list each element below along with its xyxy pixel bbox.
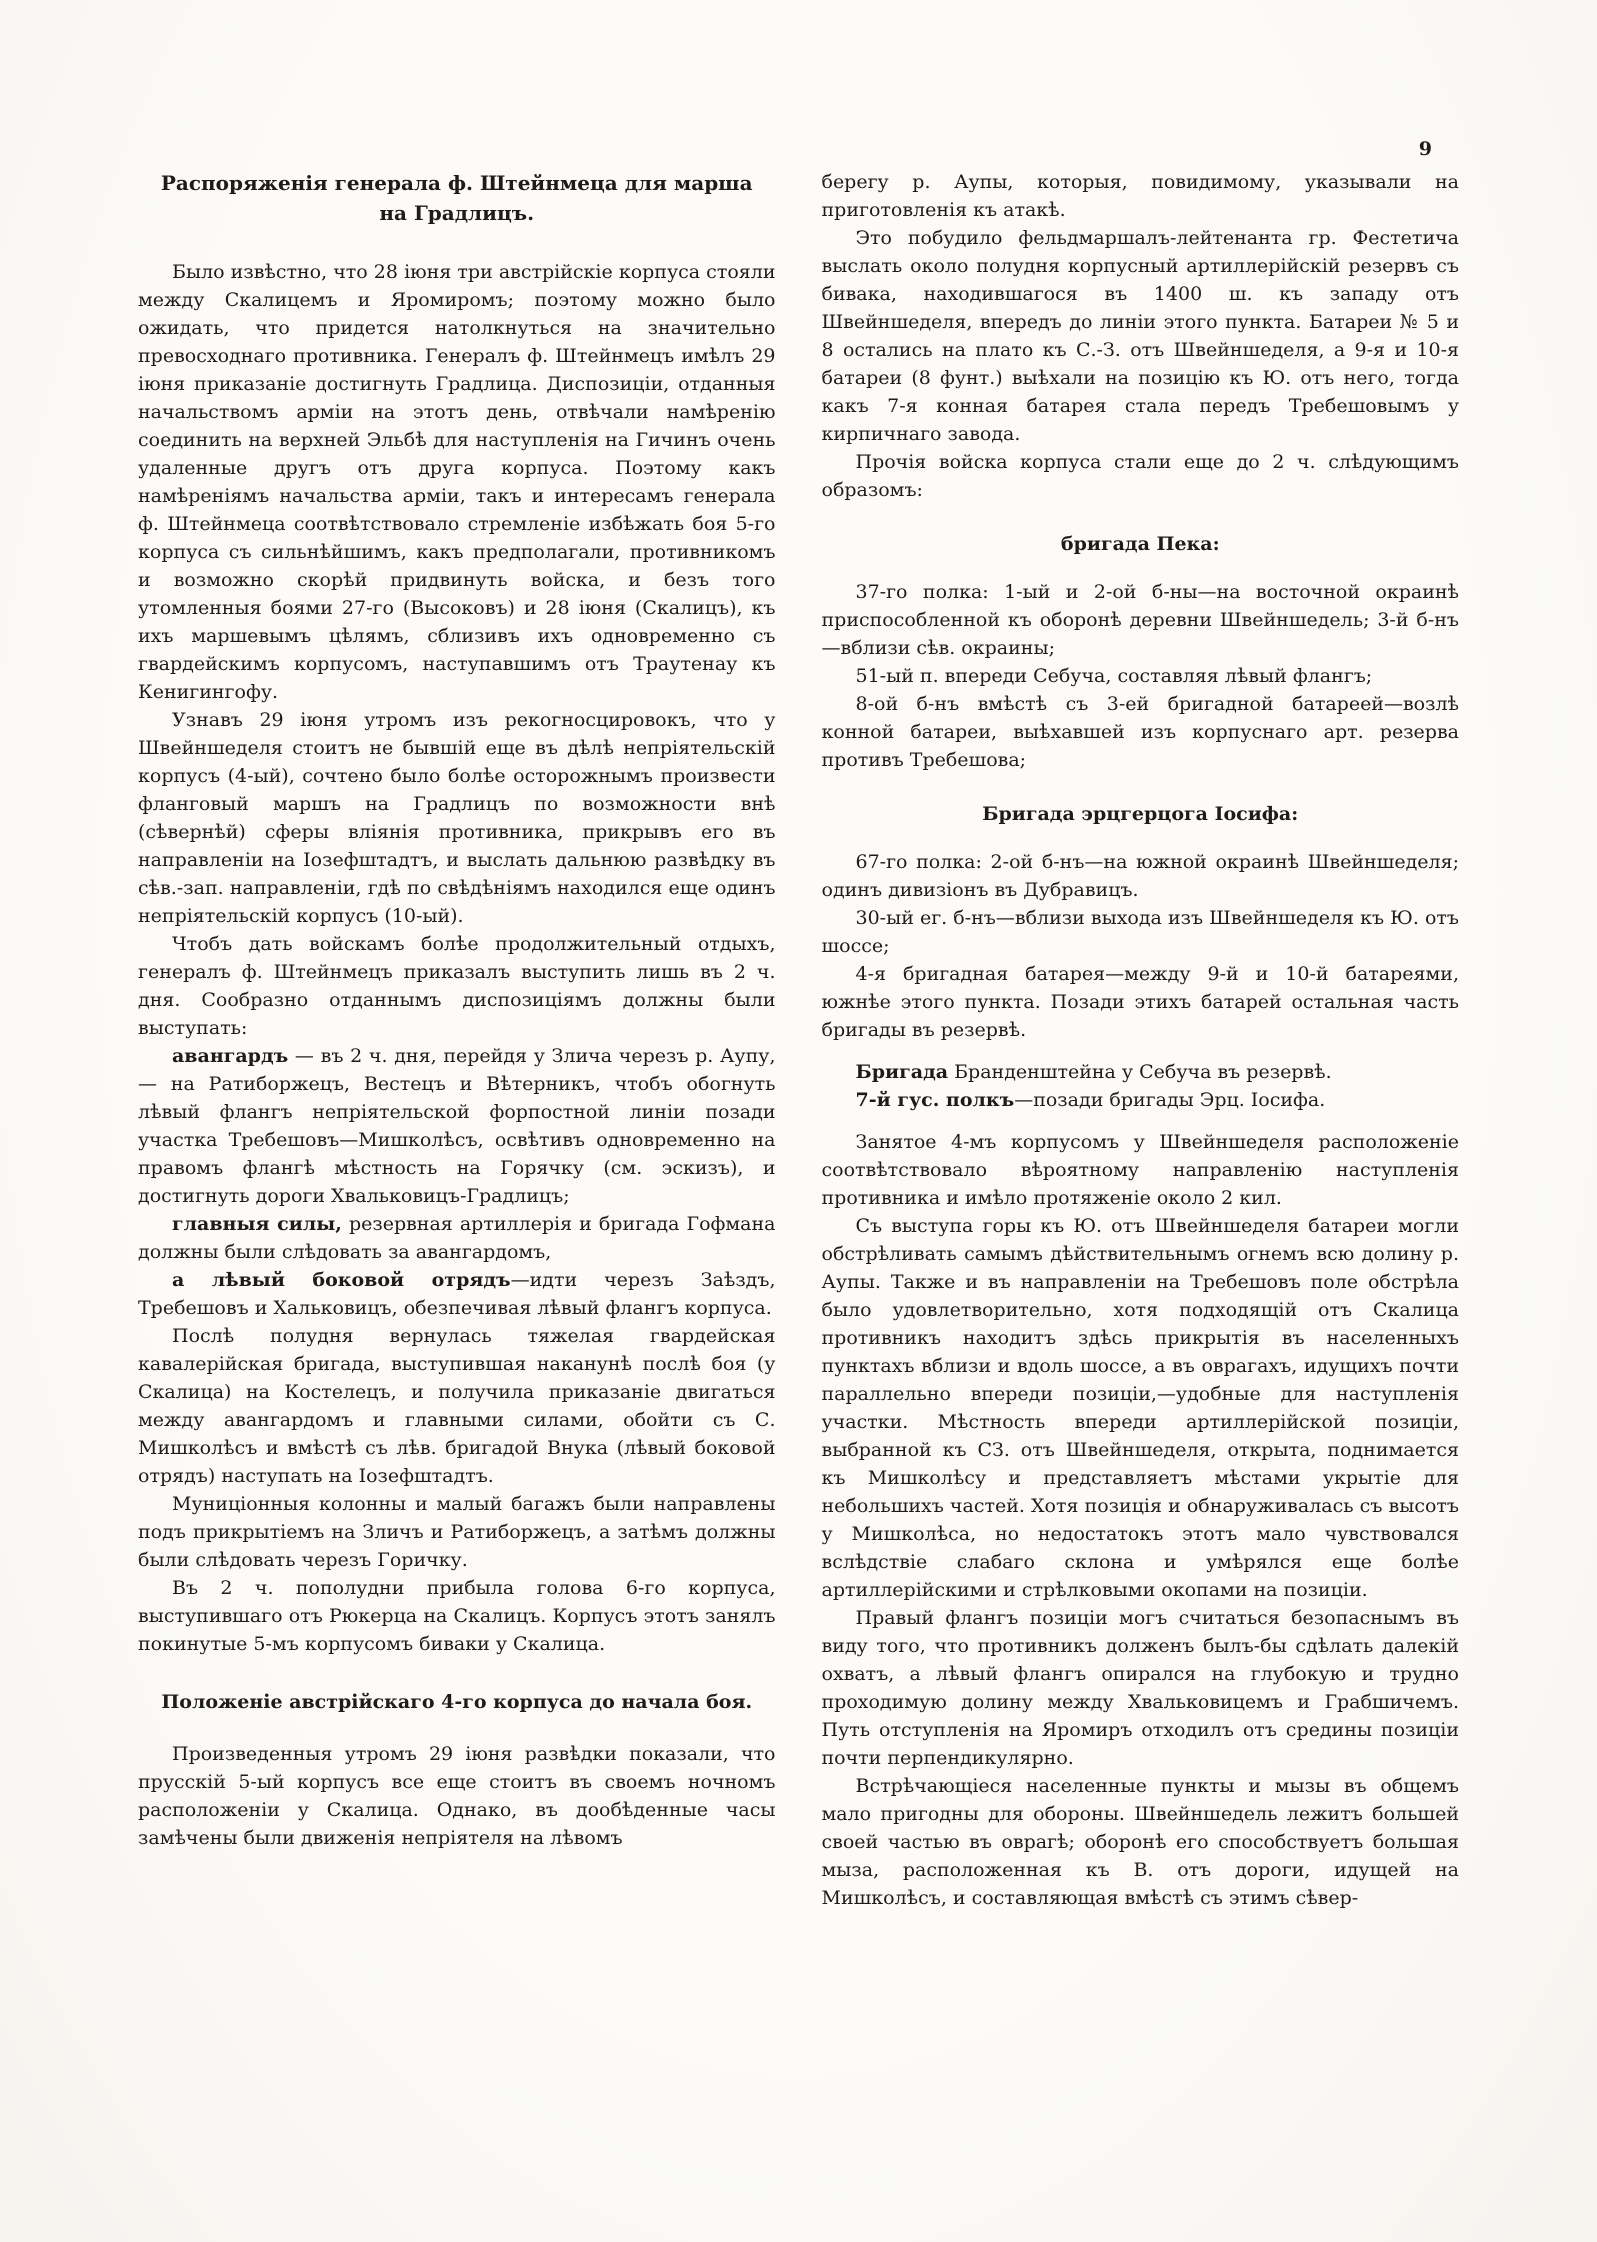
paragraph-battery-4: 4-я бригадная батарея—между 9-й и 10-й батареями, южнѣе этого пункта. Позади этихъ батарей остальная часть бригады въ резервѣ. [821, 963, 1459, 1041]
paragraph-brandenstein-text: Бранденштейна у Себуча въ резервѣ. [948, 1061, 1332, 1083]
paragraph-recon: Узнавъ 29 іюня утромъ изъ рекогносцировокъ, что у Швейншеделя стоитъ не бывшій еще въ дѣлѣ непріятельскій корпусъ (4-ый), сочтено было болѣе осторожнымъ произвести фланговый маршъ на Градлицъ по возможности внѣ (сѣвернѣй) сферы вліянія противника, прикрывъ его въ направленіи на Іозефштадтъ, и выслать дальнюю развѣдку въ сѣв.-зап. направленіи, гдѣ по свѣдѣніямъ находился еще одинъ непріятельскій корпусъ (10-ый). [138, 709, 776, 927]
page-number: 9 [1418, 138, 1432, 160]
section-heading-march-orders: Распоряженія генерала ф. Штейнмеца для марша на Градлицъ. [160, 171, 753, 225]
paragraph-disposition: Занятое 4-мъ корпусомъ у Швейншеделя расположеніе соотвѣтствовало вѣроятному направленію наступленія противника и имѣло протяженіе около 2 кил. [821, 1131, 1459, 1209]
bold-lead-left-detachment: а лѣвый боковой отрядъ [172, 1269, 511, 1291]
paragraph-hussars [822, 1086, 1460, 1114]
paragraph-main-forces-text: резервная артиллерія и бригада Гофмана должны были слѣдовать за авангардомъ, [138, 1213, 776, 1263]
paragraph-left-detachment [138, 1266, 776, 1322]
paragraph-regiment-37: 37-го полка: 1-ый и 2-ой б-ны—на восточной окраинѣ приспособленной къ оборонѣ деревни Швейншедель; 3-й б-нъ—вблизи сѣв. окраины; [821, 581, 1459, 659]
section-heading-austrian-position: Положеніе австрійскаго 4-го корпуса до начала боя. [161, 1691, 753, 1713]
bold-lead-avantgarde: авангардъ [172, 1045, 289, 1067]
paragraph-festetich: Это побудило фельдмаршалъ-лейтенанта гр. Фестетича выслать около полудня корпусный артиллерійскій резервъ съ бивака, находившагося въ 1400 ш. къ западу отъ Швейншеделя, впередъ до линіи этого пункта. Батареи № 5 и 8 остались на плато къ С.-З. отъ Швейншеделя, а 9-я и 10-я батареи (8 фунт.) выѣхали на позицію къ Ю. отъ него, тогда какъ 7-я конная батарея стала передъ Требешовымъ у кирпичнаго завода. [821, 227, 1459, 445]
paragraph-regiment-67: 67-го полка: 2-ой б-нъ—на южной окраинѣ Швейншеделя; одинъ дивизіонъ въ Дубравицъ. [821, 851, 1459, 901]
paragraph-avantgarde-text: — въ 2 ч. дня, перейдя у Злича черезъ р. Аупу, — на Ратиборжецъ, Вестецъ и Вѣтерникъ, чтобъ обогнуть лѣвый флангъ непріятельской форпостной линіи позади участка Требешовъ—Мишколѣсъ, освѣтивъ одновременно на правомъ флангѣ мѣстность на Горячку (см. эскизъ), и достигнуть дороги Хвальковицъ-Градлицъ; [138, 1045, 776, 1207]
bold-lead-hussars: 7-й гус. полкъ [855, 1089, 1015, 1111]
paragraph-main-forces [138, 1210, 776, 1266]
paragraph-battalion-8: 8-ой б-нъ вмѣстѣ съ 3-ей бригадной батареей—возлѣ конной батареи, выѣхавшей изъ корпуснаго арт. резерва противъ Требешова; [821, 693, 1459, 771]
paragraph-left-detachment-text: —идти черезъ Заѣздъ, Требешовъ и Хальковицъ, обезпечивая лѣвый флангъ корпуса. [138, 1269, 776, 1319]
paragraph-rest-order: Чтобъ дать войскамъ болѣе продолжительный отдыхъ, генералъ ф. Штейнмецъ приказалъ выступить лишь въ 2 ч. дня. Сообразно отданнымъ диспозиціямъ должны были выступать: [138, 933, 776, 1039]
paragraph-other-troops: Прочія войска корпуса стали еще до 2 ч. слѣдующимъ образомъ: [821, 451, 1459, 501]
paragraph-jager-30: 30-ый ег. б-нъ—вблизи выхода изъ Швейншеделя къ Ю. отъ шоссе; [821, 907, 1459, 957]
paragraph-terrain: Съ выступа горы къ Ю. отъ Швейншеделя батареи могли обстрѣливать самымъ дѣйствительнымъ огнемъ всю долину р. Аупы. Также и въ направленіи на Требешовъ поле обстрѣла было удовлетворительно, хотя подходящій отъ Скалица противникъ находитъ здѣсь прикрытія въ населенныхъ пунктахъ вблизи и вдоль шоссе, а въ оврагахъ, идущихъ почти параллельно впереди позиціи,—удобные для наступленія участки. Мѣстность впереди артиллерійской позиціи, выбранной къ СЗ. отъ Швейншеделя, открыта, поднимается къ Мишколѣсу и представляетъ мѣстами укрытіе для небольшихъ частей. Хотя позиція и обнаруживалась съ высотъ у Мишколѣса, но недостатокъ этотъ мало чувствовался вслѣдствіе слабаго склона и умѣрялся еще болѣе артиллерійскими и стрѣлковыми окопами на позиціи. [821, 1215, 1459, 1601]
paragraph-villages: Встрѣчающіеся населенные пункты и мызы въ общемъ мало пригодны для обороны. Швейншедель лежитъ большей своей частью въ оврагѣ; оборонѣ его способствуетъ большая мыза, расположенная къ В. отъ дороги, идущей на Мишколѣсъ, и составляющая вмѣстѣ съ этимъ сѣвер- [821, 1775, 1459, 1909]
paragraph-afternoon: Послѣ полудня вернулась тяжелая гвардейская кавалерійская бригада, выступившая наканунѣ послѣ боя (у Скалица) на Костелецъ, и получила приказаніе двигаться между авангардомъ и главными силами, обойти съ С. Мишколѣсъ и вмѣстѣ съ лѣв. бригадой Внука (лѣвый боковой отрядъ) наступать на Іозефштадтъ. [138, 1325, 776, 1487]
bold-lead-main-forces: главныя силы, [172, 1213, 342, 1235]
subheading-brigade-pek: бригада Пека: [1060, 533, 1220, 555]
text-columns [138, 168, 1459, 1912]
paragraph-continuation: берегу р. Аупы, которыя, повидимому, указывали на приготовленія къ атакѣ. [821, 171, 1459, 221]
paragraph-two-oclock: Въ 2 ч. пополудни прибыла голова 6-го корпуса, выступившаго отъ Рюкерца на Скалицъ. Корпусъ этотъ занялъ покинутые 5-мъ корпусомъ биваки у Скалица. [138, 1577, 776, 1655]
paragraph-regiment-51: 51-ый п. впереди Себуча, составляя лѣвый флангъ; [855, 665, 1373, 687]
paragraph-intro: Было извѣстно, что 28 іюня три австрійскіе корпуса стояли между Скалицемъ и Яромиромъ; поэтому можно было ожидать, что придется натолкнуться на значительно превосходнаго противника. Генералъ ф. Штейнмецъ имѣлъ 29 іюня приказаніе достигнуть Градлица. Диспозиціи, отданныя начальствомъ арміи на этотъ день, отвѣчали намѣренію соединить на верхней Эльбѣ для наступленія на Гичинъ очень удаленные другъ отъ друга корпуса. Поэтому какъ намѣреніямъ начальства арміи, такъ и интересамъ генерала ф. Штейнмеца соотвѣтствовало стремленіе избѣжать боя 5-го корпуса съ сильнѣйшимъ, какъ предполагали, противникомъ и возможно скорѣй придвинуть войска, и безъ того утомленныя боями 27-го (Высоковъ) и 28 іюня (Скалицъ), къ ихъ маршевымъ цѣлямъ, сблизивъ ихъ одновременно съ гвардейскимъ корпусомъ, наступавшимъ отъ Траутенау къ Кенигингофу. [138, 261, 776, 703]
right-column [822, 168, 1460, 1912]
paragraph-brandenstein [822, 1058, 1460, 1086]
paragraph-position-intro: Произведенныя утромъ 29 іюня развѣдки показали, что прусскій 5-ый корпусъ все еще стоитъ въ своемъ ночномъ расположеніи у Скалица. Однако, въ дообѣденные часы замѣчены были движенія непріятеля на лѣвомъ [138, 1743, 776, 1849]
paragraph-hussars-text: —позади бригады Эрц. Іосифа. [1014, 1089, 1326, 1111]
paragraph-flanks: Правый флангъ позиціи могъ считаться безопаснымъ въ виду того, что противникъ долженъ былъ-бы сдѣлать далекій охватъ, а лѣвый флангъ опирался на глубокую и трудно проходимую долину между Хвальковицемъ и Грабшичемъ. Путь отступленія на Яромиръ отходилъ отъ средины позиціи почти перпендикулярно. [821, 1607, 1459, 1769]
subheading-brigade-archduke-joseph: Бригада эрцгерцога Іосифа: [982, 803, 1299, 825]
bold-lead-brandenstein: Бригада [855, 1061, 949, 1083]
paragraph-munitions: Муниціонныя колонны и малый багажъ были направлены подъ прикрытіемъ на Зличъ и Ратиборжецъ, а затѣмъ должны были слѣдовать черезъ Горичку. [138, 1493, 776, 1571]
paragraph-avantgarde [138, 1042, 776, 1210]
left-column [138, 168, 776, 1912]
